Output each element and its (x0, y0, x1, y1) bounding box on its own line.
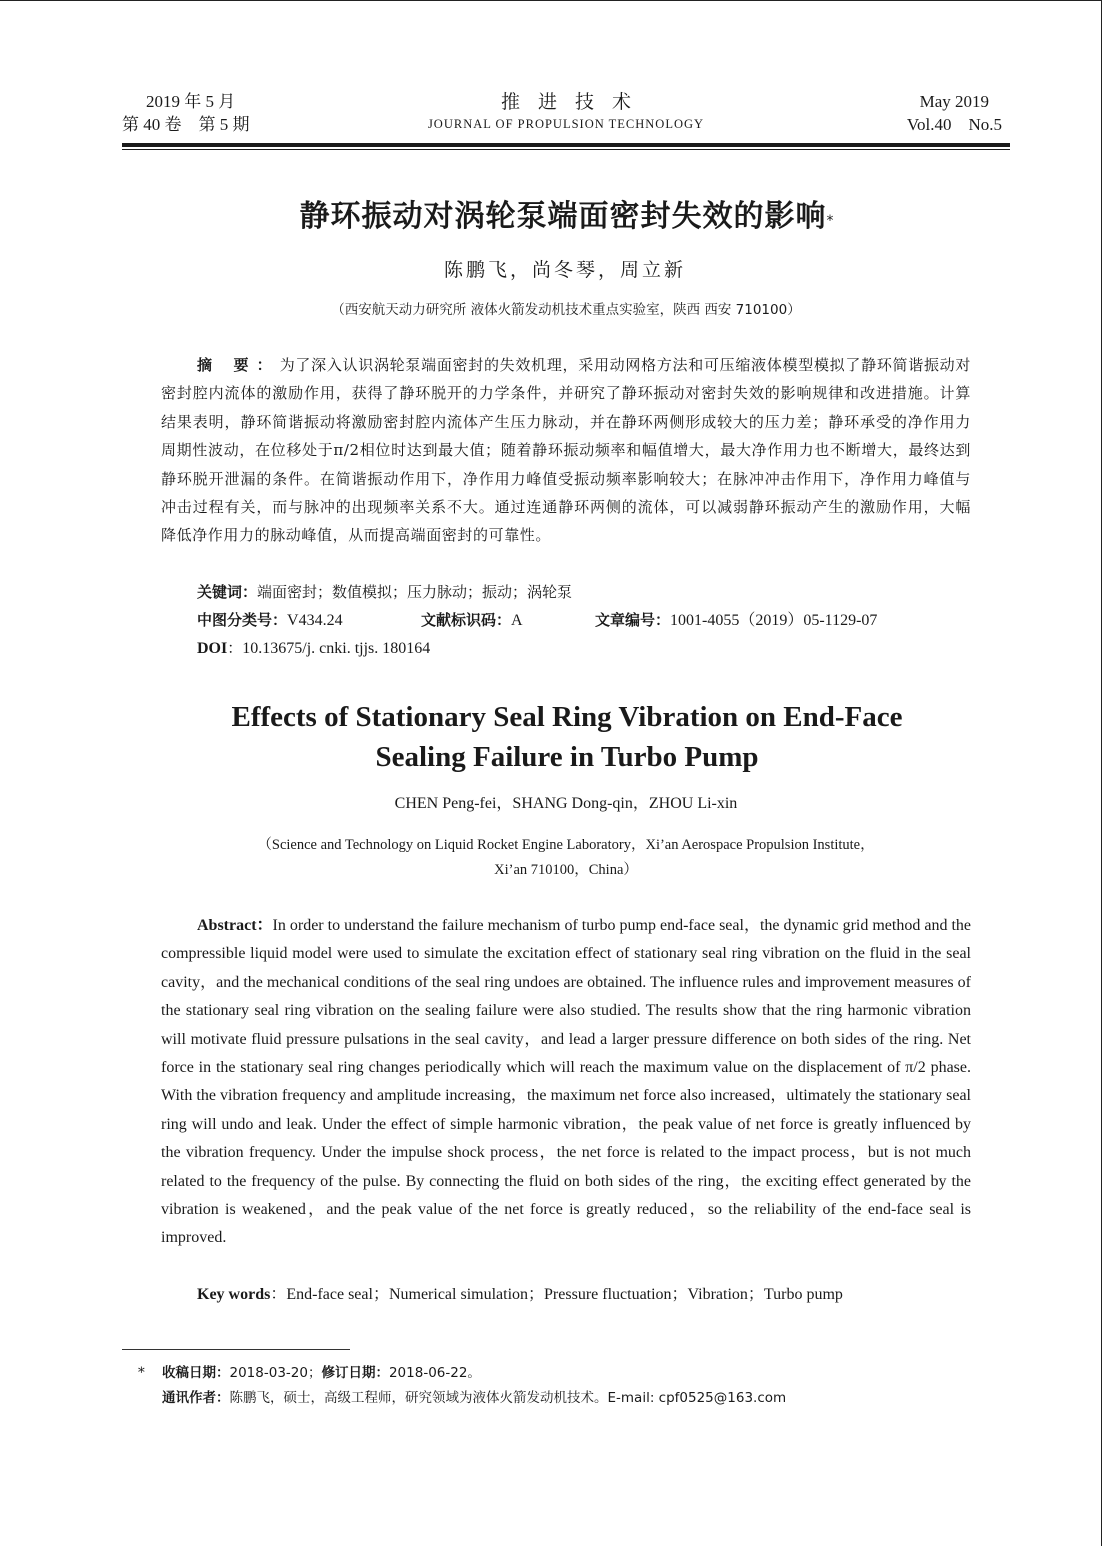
header-rule-thick (122, 143, 1010, 147)
page-border-top (0, 0, 1102, 1)
title-cn (0, 196, 1102, 238)
title-en-line2: Sealing Failure in Turbo Pump (375, 741, 759, 773)
footnote-corresponding-author (162, 1387, 786, 1409)
header-volume-en: Vol.40 No.5 (906, 115, 1002, 134)
keywords-cn-text: 端面密封；数值模拟；压力脉动；振动；涡轮泵 (257, 583, 573, 601)
affiliation-en-line1: （Science and Technology on Liquid Rocket Engine Laboratory，Xi’an Aerospace Propulsion Institute， (257, 837, 875, 853)
abstract-cn-text: 为了深入认识涡轮泵端面密封的失效机理，采用动网格方法和可压缩液体模型模拟了静环简谐振动对密封腔内流体的激励作用，获得了静环脱开的力学条件，并研究了静环振动对密封失效的影响规律和改进措施。计算结果表明，静环简谐振动将激励密封腔内流体产生压力脉动，并在静环两侧形成较大的压力差；静环承受的净作用力周期性波动，在位移处于π/2相位时达到最大值；随着静环振动频率和幅值增大，最大净作用力也不断增大，最终达到静环脱开泄漏的条件。在简谐振动作用下，净作用力峰值受振动频率影响较大；在脉冲冲击作用下，净作用力峰值与冲击过程有关，而与脉冲的出现频率关系不大。通过连通静环两侧的流体，可以减弱静环振动产生的激励作用，大幅降低净作用力的脉动峰值，从而提高端面密封的可靠性。 (161, 356, 971, 545)
authors-en: CHEN Peng-fei，SHANG Dong-qin，ZHOU Li-xin (394, 795, 738, 812)
abstract-en (161, 912, 971, 1253)
revised-label: 修订日期： (321, 1365, 389, 1381)
journal-name-en: JOURNAL OF PROPULSION TECHNOLOGY (427, 117, 705, 131)
article-number-label: 文章编号： (595, 611, 671, 629)
title-en-line1: Effects of Stationary Seal Ring Vibration on End-Face (231, 701, 903, 733)
received-label: 收稿日期： (162, 1365, 230, 1381)
keywords-en-separator: ： (270, 1286, 287, 1303)
document-code (421, 608, 523, 633)
classification-line (197, 608, 977, 632)
clc-number (197, 608, 343, 633)
running-header (122, 90, 1010, 142)
received-date: 2018-03-20； (229, 1365, 322, 1381)
journal-name-cn: 推进技术 (500, 91, 649, 113)
affiliation-cn: （西安航天动力研究所 液体火箭发动机技术重点实验室，陕西 西安 710100） (331, 302, 801, 318)
article-number-value: 1001-4055（2019）05-1129-07 (670, 612, 878, 629)
footnote-dates (138, 1362, 481, 1384)
keywords-en-text: End-face seal；Numerical simulation；Pressure fluctuation；Vibration；Turbo pump (286, 1286, 843, 1303)
header-rule-thin (122, 149, 1010, 150)
corresponding-author-label: 通讯作者： (162, 1390, 230, 1406)
abstract-cn-label: 摘 要： (197, 356, 280, 374)
keywords-en-label: Key words (197, 1286, 271, 1303)
doi-label: DOI (197, 640, 228, 657)
header-date-cn: 2019 年 5 月 (146, 92, 236, 111)
keywords-cn-label: 关键词： (197, 583, 258, 601)
doi-value: 10.13675/j. cnki. tjjs. 180164 (242, 640, 431, 657)
doi-separator: ： (227, 639, 243, 657)
document-code-label: 文献标识码： (421, 611, 512, 629)
clc-value: V434.24 (287, 612, 343, 629)
footnote-rule (122, 1349, 350, 1350)
header-volume-cn: 第 40 卷 第 5 期 (122, 115, 250, 134)
keywords-cn (197, 580, 572, 604)
doi-line (197, 636, 430, 661)
affiliation-en-line2: Xi’an 710100，China） (494, 862, 638, 878)
abstract-en-label: Abstract： (197, 917, 273, 934)
title-en (0, 697, 1102, 777)
document-code-value: A (511, 612, 523, 629)
footnote-mark: * (138, 1365, 145, 1381)
revised-date: 2018-06-22。 (388, 1365, 481, 1381)
authors-cn: 陈鹏飞，尚冬琴，周立新 (443, 259, 686, 281)
title-footnote-mark: * (826, 213, 835, 229)
title-cn-text: 静环振动对涡轮泵端面密封失效的影响 (299, 199, 827, 234)
header-date-en: May 2019 (919, 92, 989, 111)
abstract-en-text: In order to understand the failure mechanism of turbo pump end-face seal，the dynamic grid method and the compressible liquid model were used to simulate the excitation effect of stationary seal ring vibration on the fluid in the seal cavity，and the mechanical conditions of the seal ring undoes are obtained. The influence rules and improvement measures of the stationary seal ring vibration on the sealing failure were also studied. The results show that the ring harmonic vibration will motivate fluid pressure pulsations in the seal cavity，and lead a larger pressure difference on both sides of the ring. Net force in the stationary seal ring changes periodically which will reach the maximum value on the displacement of π/2 phase. With the vibration frequency and amplitude increasing，the maximum net force also increased，ultimately the stationary seal ring will undo and leak. Under the effect of simple harmonic vibration，the peak value of net force is greatly influenced by the vibration frequency. Under the impulse shock process，the net force is related to the impact process，but is not much related to the frequency of the pulse. By connecting the fluid on both sides of the ring，the exciting effect generated by the vibration is weakened，and the peak value of the net force is greatly reduced，so the reliability of the end-face seal is improved. (161, 917, 972, 1247)
abstract-cn (161, 351, 971, 550)
clc-label: 中图分类号： (197, 611, 288, 629)
header-right (907, 90, 1002, 136)
affiliation-en (0, 833, 1102, 883)
article-number (595, 608, 877, 633)
header-center (122, 90, 1010, 134)
corresponding-author-info: 陈鹏飞，硕士，高级工程师，研究领域为液体火箭发动机技术。E-mail: cpf0525@163.com (229, 1390, 787, 1406)
keywords-en (197, 1283, 843, 1307)
